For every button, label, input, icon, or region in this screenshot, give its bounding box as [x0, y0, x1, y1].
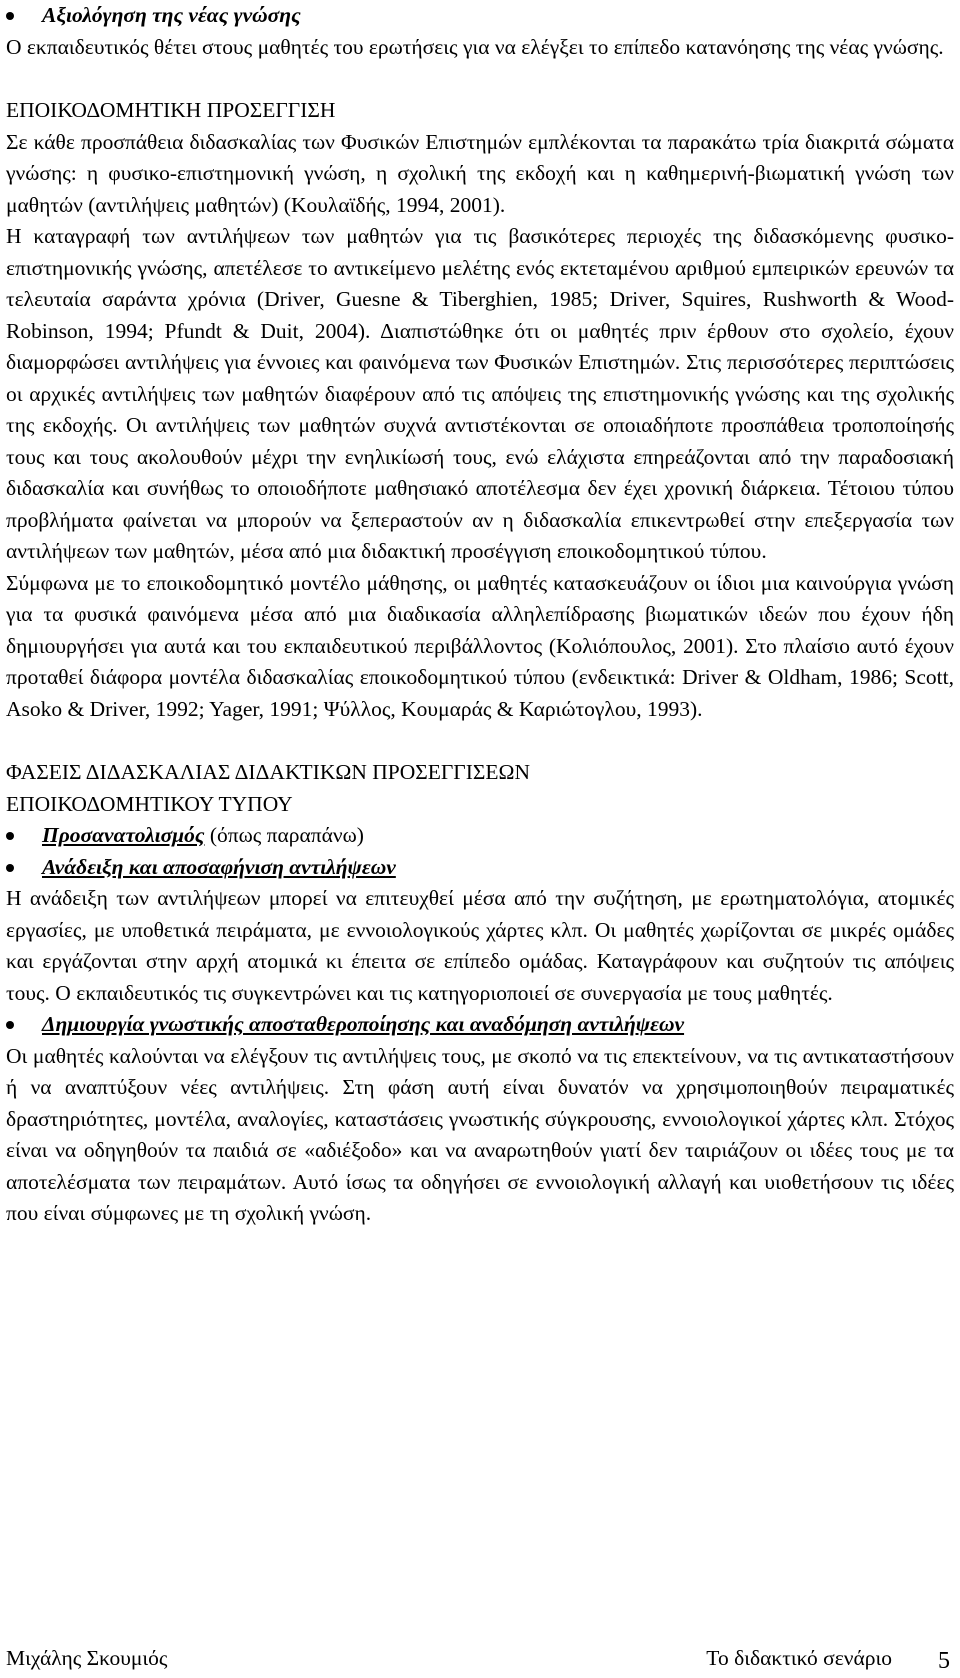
bullet-icon — [6, 864, 14, 872]
bullet-icon — [6, 832, 14, 840]
constructivist-paragraph-3: Σύμφωνα με το εποικοδομητικό μοντέλο μάθησης, οι μαθητές κατασκευάζουν οι ίδιοι μια καινούργια γνώση για τα φυσικά φαινόμενα μέσα από μια διαδικασία αλληλεπίδρασης βιωματικών ιδεών που έχουν ήδη δημιουργήσει για αυτά και του εκπαιδευτικού περιβάλλοντος (Κολιόπουλος, 2001). Στο πλαίσιο αυτό έχουν προταθεί διάφορα μοντέλα διδασκαλίας εποικοδομητικού τύπου (ενδεικτικά: Driver & Oldham, 1986; Scott, Asoko & Driver, 1992; Yager, 1991; Ψύλλος, Κουμαράς & Καριώτογλου, 1993). — [6, 570, 954, 721]
bullet-icon — [6, 1021, 14, 1029]
constructivist-paragraph-2: Η καταγραφή των αντιλήψεων των μαθητών για τις βασικότερες περιοχές της διδασκόμενης φυσικο-επιστημονικής γνώσης, απετέλεσε το αντικείμενο μελέτης ενός εκτεταμένου αριθμού εμπειρικών ερευνών τα τελευταία σαράντα χρόνια (Driver, Guesne & Tiberghien, 1985; Driver, Squires, Rushworth & Wood-Robinson, 1994; Pfundt & Duit, 2004). Διαπιστώθηκε ότι οι μαθητές πριν έρθουν στο σχολείο, έχουν διαμορφώσει αντιλήψεις για έννοιες και φαινόμενα των Φυσικών Επιστημών. Στις περισσότερες περιπτώσεις οι αρχικές αντιλήψεις των μαθητών διαφέρουν από τις απόψεις της επιστημονικής γνώσης και της σχολικής της εκδοχής. Οι αντιλήψεις των μαθητών συχνά αντιστέκονται σε οποιαδήποτε προσπάθεια τροποποίησής τους και τους ακολουθούν μέχρι την ενηλικίωσή τους, ενώ ελάχιστα επηρεάζονται από την παραδοσιακή διδασκαλία και συνήθως το οποιοδήποτε μαθησιακό αποτέλεσμα δεν έχει χρονική διάρκεια. Τέτοιου τύπου προβλήματα φαίνεται να μπορούν να ξεπεραστούν αν η διδασκαλία επικεντρωθεί στην επεξεργασία των αντιλήψεων των μαθητών, μέσα από μια διδακτική προσέγγιση εποικοδομητικού τύπου. — [6, 224, 954, 563]
phase-orientation-label: Προσανατολισμός — [42, 823, 205, 847]
phases-heading-line-1: ΦΑΣΕΙΣ ΔΙΔΑΣΚΑΛΙΑΣ ΔΙΔΑΚΤΙΚΩΝ ΠΡΟΣΕΓΓΙΣΕΩΝ — [6, 760, 531, 784]
constructivist-heading: ΕΠΟΙΚΟΔΟΜΗΤΙΚΗ ΠΡΟΣΕΓΓΙΣΗ — [6, 98, 336, 122]
page-footer — [6, 1638, 954, 1678]
bullet-icon — [6, 12, 14, 20]
assessment-heading — [6, 0, 954, 32]
footer-document-title: Το διδακτικό σενάριο — [706, 1646, 892, 1670]
assessment-title: Αξιολόγηση της νέας γνώσης — [42, 3, 301, 27]
phase-elicitation-paragraph: Η ανάδειξη των αντιλήψεων μπορεί να επιτευχθεί μέσα από την συζήτηση, με ερωτηματολόγια, ατομικές εργασίες, με υποθετικά πειράματα, με εννοιολογικούς χάρτες κλπ. Οι μαθητές χωρίζονται σε μικρές ομάδες και εργάζονται στην αρχή ατομικά κι έπειτα σε επίπεδο ομάδας. Καταγράφουν και συζητούν τις απόψεις τους. Ο εκπαιδευτικός τις συγκεντρώνει και τις κατηγοριοποιεί σε συνεργασία με τους μαθητές. — [6, 886, 954, 1005]
phase-elicitation — [6, 852, 954, 884]
phase-restructuring-label: Δημιουργία γνωστικής αποσταθεροποίησης και αναδόμηση αντιλήψεων — [42, 1012, 685, 1036]
assessment-paragraph: Ο εκπαιδευτικός θέτει στους μαθητές του ερωτήσεις για να ελέγξει το επίπεδο κατανόησης της νέας γνώσης. — [6, 34, 944, 59]
phase-orientation — [6, 820, 954, 852]
phases-heading-line-2: ΕΠΟΙΚΟΔΟΜΗΤΙΚΟΥ ΤΥΠΟΥ — [6, 791, 293, 816]
phase-restructuring-paragraph: Οι μαθητές καλούνται να ελέγξουν τις αντιλήψεις τους, με σκοπό να τις επεκτείνουν, να τις αντικαταστήσουν ή να αναπτύξουν νέες αντιλήψεις. Στη φάση αυτή είναι δυνατόν να χρησιμοποιηθούν πειραματικές δραστηριότητες, μοντέλα, αναλογίες, καταστάσεις γνωστικής σύγκρουσης, εννοιολογικοί χάρτες κλπ. Στόχος είναι να οδηγηθούν τα παιδιά σε «αδιέξοδο» και να αναρωτηθούν γιατί δεν ταιριάζουν οι ιδέες τους με τα αποτελέσματα των πειραμάτων. Αυτό ίσως τα οδηγήσει σε εννοιολογική αλλαγή και υιοθετήσουν τις ιδέες που είναι σύμφωνες με τη σχολική γνώση. — [6, 1043, 954, 1225]
phase-restructuring — [6, 1009, 954, 1041]
phases-heading — [6, 757, 954, 820]
constructivist-paragraph-1: Σε κάθε προσπάθεια διδασκαλίας των Φυσικών Επιστημών εμπλέκονται τα παρακάτω τρία διακριτά σώματα γνώσης: η φυσικο-επιστημονική γνώση, η σχολική της εκδοχή και η καθημερινή-βιωματική γνώση των μαθητών (αντιλήψεις μαθητών) (Κουλαϊδής, 1994, 2001). — [6, 129, 954, 217]
footer-author: Μιχάλης Σκουμιός — [6, 1646, 168, 1670]
document-page — [6, 0, 954, 1230]
phase-elicitation-label: Ανάδειξη και αποσαφήνιση αντιλήψεων — [42, 854, 396, 879]
phase-orientation-note: (όπως παραπάνω) — [204, 823, 364, 847]
footer-page-number: 5 — [938, 1648, 950, 1674]
